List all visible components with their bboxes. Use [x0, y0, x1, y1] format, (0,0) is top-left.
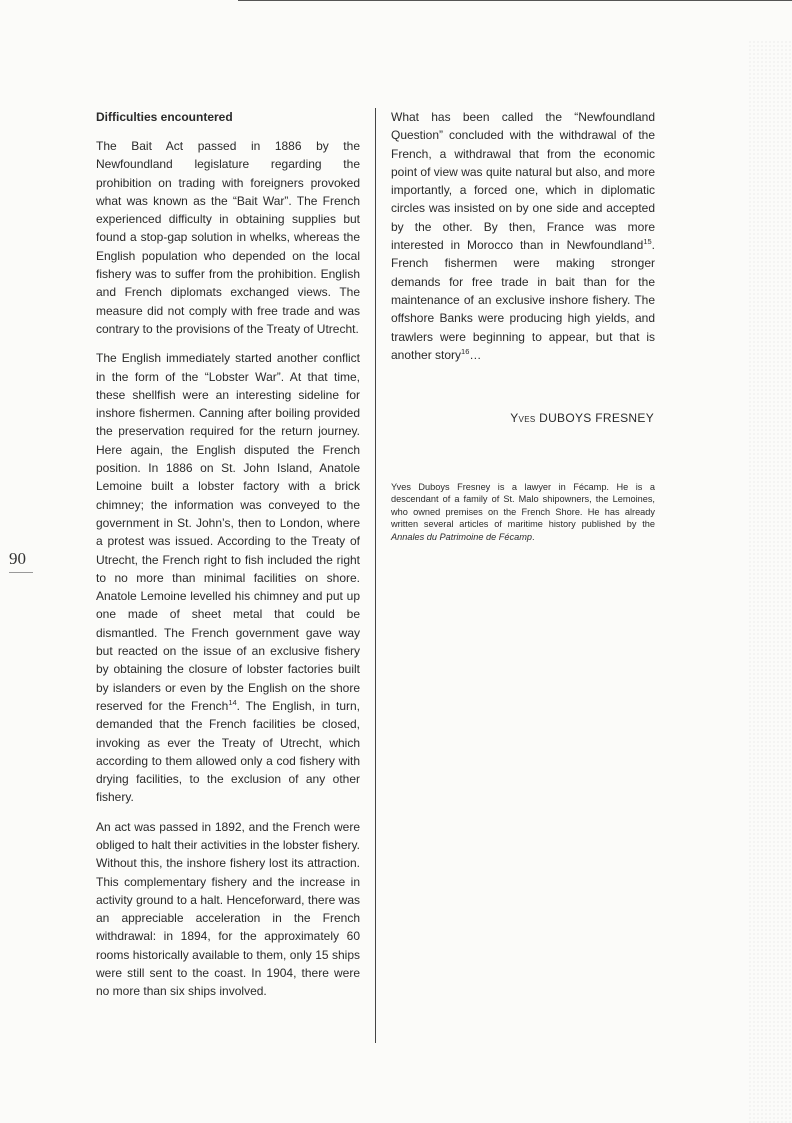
top-rule — [238, 0, 792, 1]
paragraph-lobster-war-text: The English immediately started another conflict in the form of the “Lobster War”. At that time, these shellfish were an interesting sideline for inshore fishermen. Canning after boiling provided the preservation required for the return journey. Here again, the English disputed the French position. In 1886 on St. John Island, Anatole Lemoine built a lobster factory with a brick chimney; the information was conveyed to the government in St. John’s, then to London, where a protest was issued. According to the Treaty of Utrecht, the French right to fish included the right to no more than minimal facilities on shore. Anatole Lemoine levelled his chimney and put up one made of sheet metal that could be dismantled. The French government gave way but reacted on the issue of an exclusive fishery by obtaining the closure of lobster factories built by islanders or even by the English on the shore reserved for the French — [96, 351, 360, 713]
column-divider — [375, 108, 376, 1043]
paragraph-nq-ellipsis: … — [469, 347, 482, 362]
paragraph-nq-text-1: What has been called the “Newfoundland Question” concluded with the withdrawal of the French, a withdrawal that from the economic point of view was quite natural but also, and more importantly, a forced one, which in diplomatic circles was insisted on by one side and accepted by the other. By then, France was more interested in Morocco than in Newfoundland — [391, 110, 655, 253]
author-last-name: DUBOYS FRESNEY — [539, 411, 654, 425]
scan-edge-texture — [748, 40, 792, 1123]
paragraph-act-1892: An act was passed in 1892, and the French were obliged to halt their activities in the lobster fishery. Without this, the inshore fishery lost its attraction. This complementary fishery and the increase in activity ground to a halt. Henceforward, there was an appreciable acceleration in the French withdrawal: in 1894, for the approximately 60 rooms historically available to them, only 15 ships were still sent to the coast. In 1904, there were no more than six ships involved. — [96, 819, 360, 999]
left-column — [96, 108, 360, 1012]
author-signature — [440, 411, 654, 425]
footnote-ref-15: 15 — [643, 237, 652, 247]
page-number: 90 — [9, 549, 26, 568]
page-number-underline — [9, 572, 33, 573]
footnote-ref-16: 16 — [461, 346, 470, 356]
author-bio-text: Yves Duboys Fresney is a lawyer in Fécamp. He is a descendant of a family of St. Malo shipowners, the Lemoines, who owned premises on the French Shore. He has already written several articles of maritime history published by the — [391, 482, 655, 530]
section-heading: Difficulties encountered — [96, 110, 233, 124]
author-first-name: Yves — [510, 411, 536, 425]
paragraph-lobster-war: The English immediately started another conflict in the form of the “Lobster War”. At that time, these shellfish were an interesting sideline for inshore fishermen. Canning after boiling provided the preservation required for the return journey. Here again, the English disputed the French position. In 1886 on St. John Island, Anatole Lemoine built a lobster factory with a brick chimney; the information was conveyed to the government in St. John’s, then to London, where a protest was issued. According to the Treaty of Utrecht, the French right to fish included the right to no more than minimal facilities on shore. Anatole Lemoine levelled his chimney and put up one made of sheet metal that could be dismantled. The French government gave way but reacted on the issue of an exclusive fishery by obtaining the closure of lobster factories built by islanders or even by the English on the shore reserved for the French$^{14}$. The English, in turn, demanded that the French facilities be closed, invoking as ever the Treaty of Utrecht, which according to them allowed only a cod fishery with drying facilities, to the exclusion of any other fishery. — [96, 351, 360, 805]
paragraph-bait-act: The Bait Act passed in 1886 by the Newfoundland legislature regarding the prohibition on trading with foreigners provoked what was known as the “Bait War”. The French experienced difficulty in obtaining supplies but found a stop-gap solution in whelks, whereas the English population who depended on the local fishery was to suffer from the prohibition. English and French diplomats exchanged views. The measure did not comply with free trade and was contrary to the provisions of the Treaty of Utrecht. — [96, 139, 360, 336]
paragraph-nq-text-2: . French fishermen were making stronger demands for free trade in bait than for the maintenance of an exclusive inshore fishery. The offshore Banks were producing high yields, and trawlers were beginning to appear, but that is another story — [391, 238, 655, 362]
right-column — [391, 108, 655, 375]
paragraph-lobster-war-continued: The English, in turn, demanded that the French facilities be closed, invoking as ever the Treaty of Utrecht, which according to them allowed only a cod fishery with drying facilities, to the exclusion of any other fishery. — [96, 698, 360, 805]
paragraph-newfoundland-question — [391, 108, 655, 364]
author-bio-publication: Annales du Patrimoine de Fécamp — [391, 531, 532, 542]
footnote-ref-14: 14 — [228, 697, 237, 707]
author-bio — [391, 481, 655, 543]
author-bio-end: . — [531, 531, 535, 542]
